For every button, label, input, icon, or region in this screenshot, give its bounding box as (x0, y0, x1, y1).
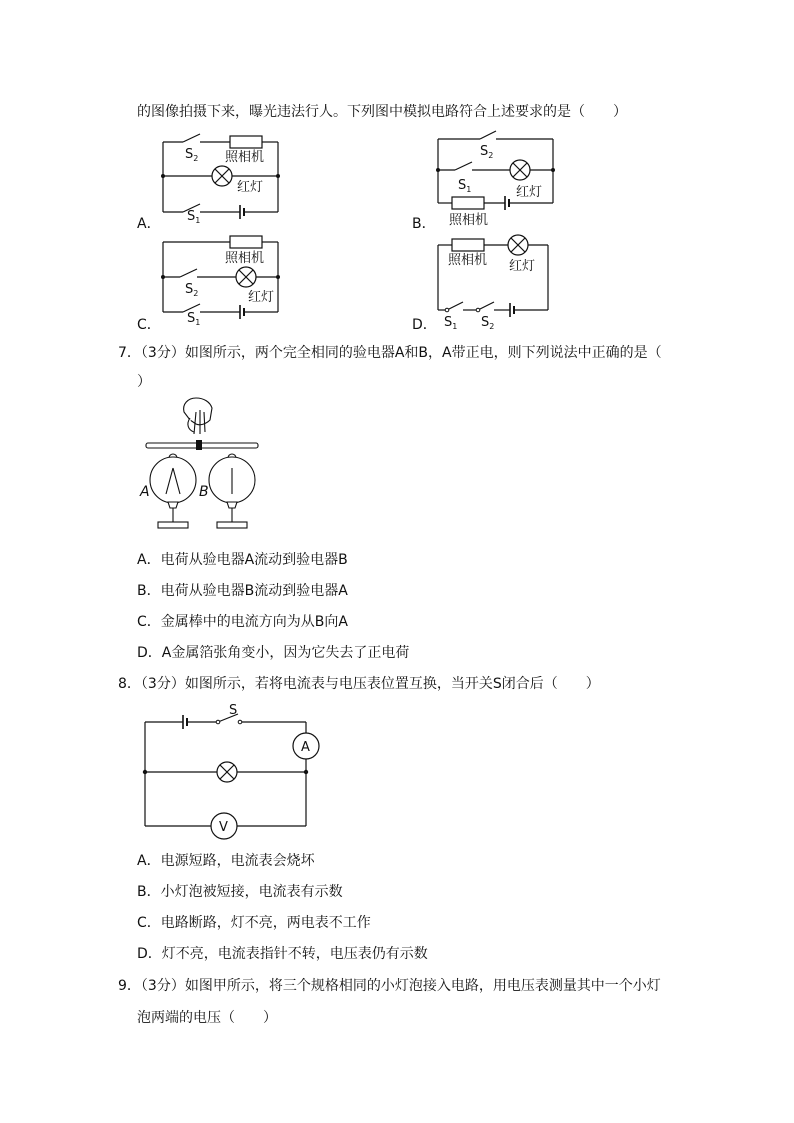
q8-voltmeter-label: V (219, 820, 228, 835)
q6-option-d-label: D． (412, 317, 437, 333)
q6c-camera-label: 照相机 (225, 251, 265, 266)
q8-ammeter-label: A (301, 740, 310, 755)
q6-option-a-label: A． (137, 216, 161, 232)
q7-option-d: D．A金属箔张角变小，因为它失去了正电荷 (137, 645, 410, 661)
q6a-s2-label: $S_2$ (185, 147, 199, 163)
q8-switch-label: S (229, 703, 238, 718)
q8-option-a: A．电源短路，电流表会烧坏 (137, 853, 315, 869)
q8-option-d: D．灯不亮，电流表指针不转，电压表仍有示数 (137, 946, 428, 962)
q6d-s2-label: $S_2$ (481, 315, 495, 331)
q6b-camera-label: 照相机 (449, 213, 489, 228)
q7-label-a: A (140, 484, 150, 500)
q6a-camera-label: 照相机 (225, 150, 265, 165)
q6b-redlight-label: 红灯 (516, 185, 543, 200)
q7-stem-line2: ） (137, 374, 151, 390)
q6-option-c-label: C． (137, 317, 161, 333)
q9-stem-line1: 9．（3分）如图甲所示，将三个规格相同的小灯泡接入电路，用电压表测量其中一个小灯 (118, 978, 661, 994)
q8-stem: 8．（3分）如图所示，若将电流表与电压表位置互换，当开关S闭合后（ ） (118, 676, 600, 692)
q6c-s1-label: $S_1$ (187, 311, 201, 327)
q8-option-b: B．小灯泡被短接，电流表有示数 (137, 884, 343, 900)
q6d-s1-label: $S_1$ (444, 315, 458, 331)
q6-option-b-label: B． (412, 216, 436, 232)
q6a-s1-label: $S_1$ (187, 209, 201, 225)
q7-option-b: B．电荷从验电器B流动到验电器A (137, 583, 348, 599)
q6c-redlight-label: 红灯 (248, 290, 275, 305)
q7-stem-line1: 7．（3分）如图所示，两个完全相同的验电器A和B，A带正电，则下列说法中正确的是（ (118, 345, 662, 361)
q6b-s1-label: $S_1$ (458, 178, 472, 194)
q6-stem-tail: 的图像拍摄下来，曝光违法行人。下列图中模拟电路符合上述要求的是（ ） (137, 104, 627, 120)
q6a-redlight-label: 红灯 (237, 180, 264, 195)
q7-label-b: B (199, 484, 209, 500)
q7-option-a: A．电荷从验电器A流动到验电器B (137, 552, 348, 568)
q6b-s2-label: $S_2$ (480, 144, 494, 160)
q7-option-c: C．金属棒中的电流方向为从B向A (137, 614, 348, 630)
q6d-redlight-label: 红灯 (509, 259, 536, 274)
q6d-camera-label: 照相机 (448, 253, 488, 268)
q9-stem-line2: 泡两端的电压（ ） (137, 1010, 277, 1026)
q8-option-c: C．电路断路，灯不亮，两电表不工作 (137, 915, 371, 931)
q6c-s2-label: $S_2$ (185, 282, 199, 298)
